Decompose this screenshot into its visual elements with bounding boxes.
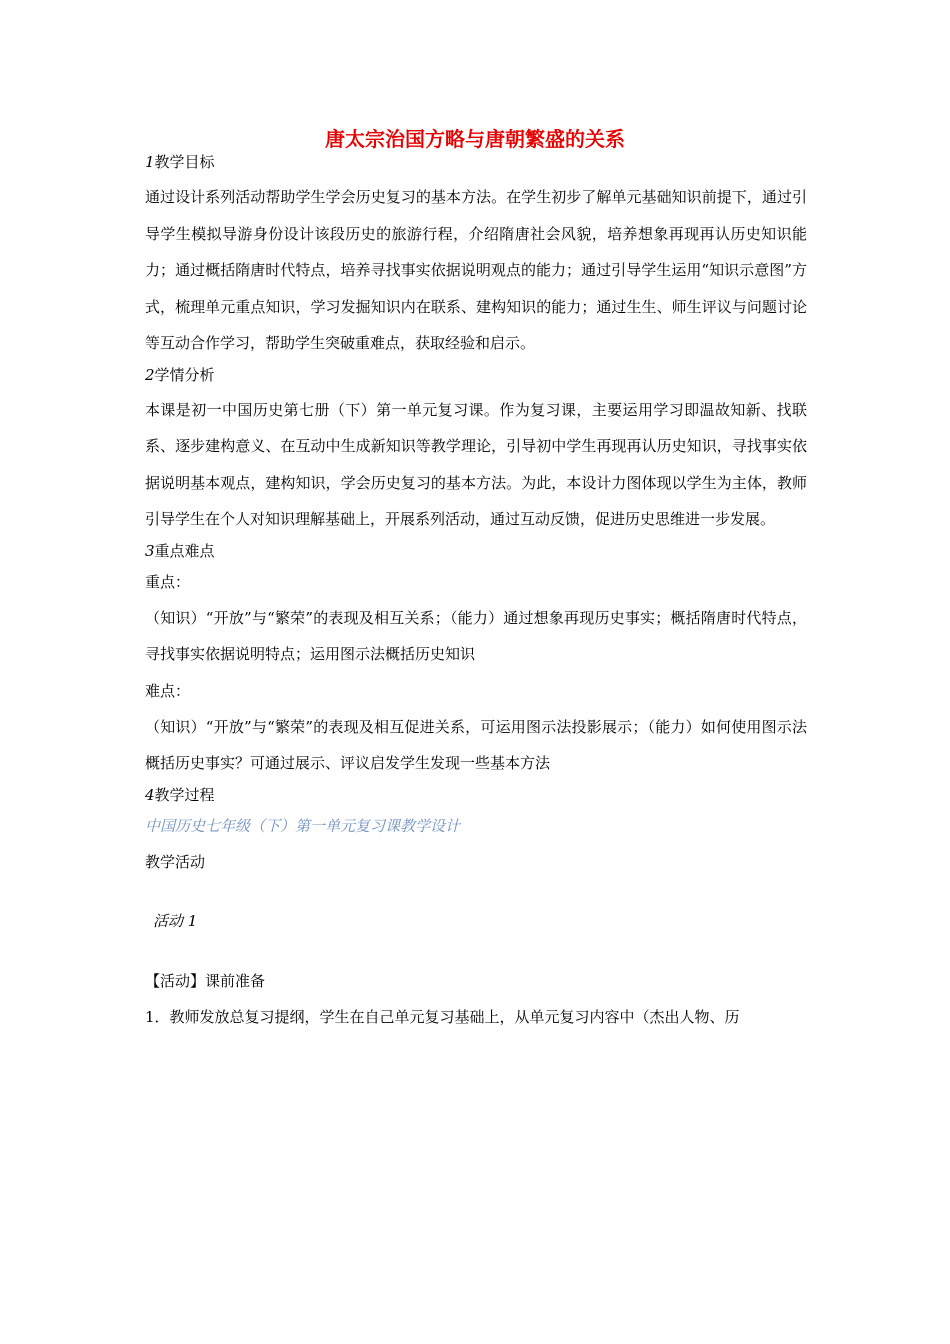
key-points-paragraph: （知识）“开放”与“繁荣”的表现及相互关系；（能力）通过想象再现历史事实；概括隋唐时代特点，寻找事实依据说明特点；运用图示法概括历史知识 bbox=[145, 608, 807, 663]
activity-item-1: 1．教师发放总复习提纲，学生在自己单元复习基础上，从单元复习内容中（杰出人物、历 bbox=[145, 1007, 740, 1026]
key-points-label: 重点： bbox=[145, 572, 191, 591]
section-heading-process bbox=[145, 782, 807, 808]
section-heading-keypoints bbox=[145, 538, 807, 564]
analysis-paragraph: 本课是初一中国历史第七册（下）第一单元复习课。作为复习课，主要运用学习即温故知新、找联系、逐步建构意义、在互动中生成新知识等教学理论，引导初中学生再现再认历史知识，寻找事实依据说明基本观点，建构知识，学会历史复习的基本方法。为此，本设计力图体现以学生为主体，教师引导学生在个人对知识理解基础上，开展系列活动，通过互动反馈，促进历史思维进一步发展。 bbox=[145, 400, 807, 528]
document-title: 唐太宗治国方略与唐朝繁盛的关系 bbox=[325, 127, 625, 151]
section-label: 学情分析 bbox=[154, 365, 215, 384]
section-number: 4 bbox=[145, 785, 155, 804]
section-number: 2 bbox=[145, 365, 155, 384]
document-body bbox=[145, 149, 807, 1035]
section-label: 教学目标 bbox=[154, 153, 215, 171]
activity-1-label: 活动 1 bbox=[153, 911, 198, 930]
spacer bbox=[145, 939, 807, 963]
goals-paragraph: 通过设计系列活动帮助学生学会历史复习的基本方法。在学生初步了解单元基础知识前提下，通过引导学生模拟导游身份设计该段历史的旅游行程，介绍隋唐社会风貌，培养想象再现再认历史知识能力；通过概括隋唐时代特点，培养寻找事实依据说明观点的能力；通过引导学生运用“知识示意图”方式，梳理单元重点知识，学习发掘知识内在联系、建构知识的能力；通过生生、师生评议与问题讨论等互动合作学习，帮助学生突破重难点，获取经验和启示。 bbox=[145, 188, 807, 352]
difficult-points-paragraph: （知识）“开放”与“繁荣”的表现及相互促进关系，可运用图示法投影展示；（能力）如何使用图示法概括历史事实？可通过展示、评议启发学生发现一些基本方法 bbox=[145, 717, 807, 772]
section-label: 重点难点 bbox=[154, 541, 215, 560]
lesson-design-subtitle: 中国历史七年级（下）第一单元复习课教学设计 bbox=[145, 816, 461, 835]
section-label: 教学过程 bbox=[154, 785, 215, 804]
activities-label: 教学活动 bbox=[145, 852, 206, 871]
section-heading-goals bbox=[145, 149, 807, 175]
section-number: 1 bbox=[145, 153, 155, 171]
section-heading-analysis bbox=[145, 362, 807, 388]
section-number: 3 bbox=[145, 541, 155, 560]
activity-tag: 【活动】课前准备 bbox=[145, 971, 266, 990]
difficult-points-label: 难点： bbox=[145, 681, 191, 700]
